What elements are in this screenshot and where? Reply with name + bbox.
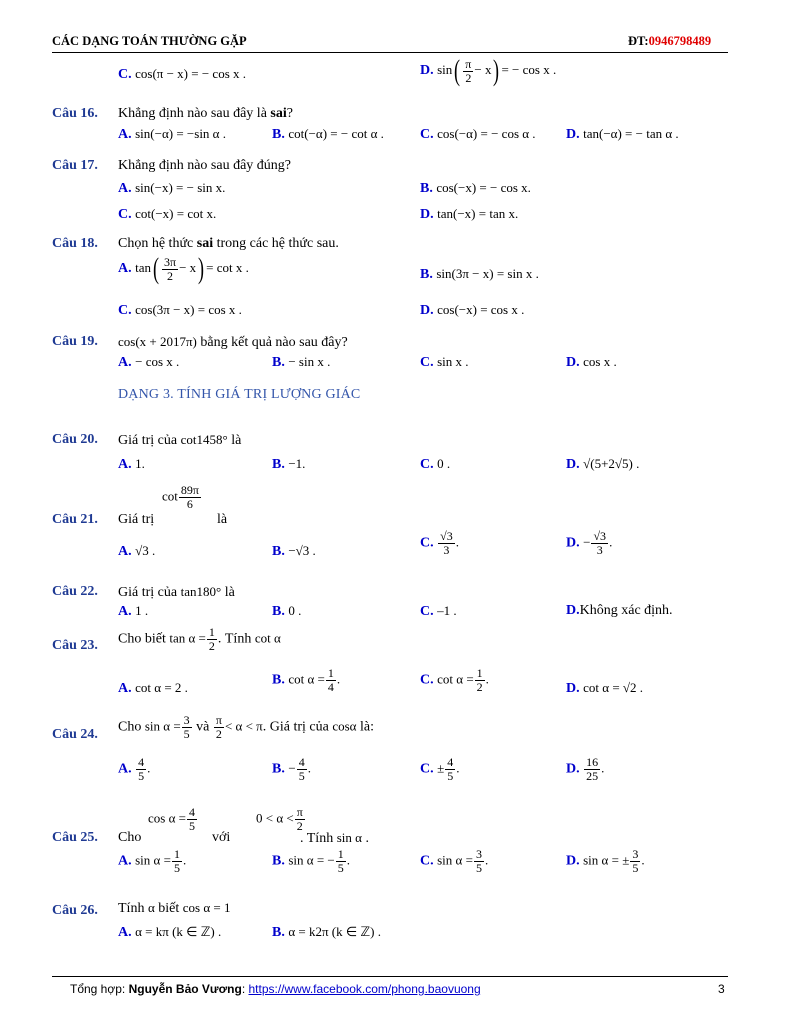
fraction (182, 714, 192, 740)
option-b (272, 667, 340, 693)
fraction-num: 1 (327, 666, 334, 680)
option-sign: ± (437, 760, 445, 776)
fraction (187, 806, 197, 832)
question-text: Cho (118, 830, 142, 845)
option-a (118, 456, 145, 473)
fraction (297, 756, 307, 782)
option-label: B. (420, 267, 433, 282)
option-label: C. (420, 761, 434, 777)
fraction (295, 806, 305, 832)
question-number: Câu 19. (52, 334, 98, 349)
paren-left: ( (454, 54, 461, 87)
option-label: A. (118, 457, 132, 472)
fraction-den: 2 (476, 679, 483, 694)
question-number: Câu 22. (52, 584, 98, 599)
option-text: . (456, 760, 460, 776)
question-text-part: Chọn hệ thức (118, 236, 197, 251)
option-label: B. (272, 925, 285, 940)
question-text-part: bằng kết quả nào sau đây? (196, 335, 348, 350)
question-text (300, 830, 369, 847)
option-text: . (147, 760, 151, 776)
option-b (272, 756, 311, 782)
fraction-den: 4 (327, 679, 334, 694)
option-text: . (307, 760, 311, 776)
question-text-part: Khẳng định nào sau đây là (118, 106, 271, 121)
option-label: D. (566, 127, 580, 142)
option-text: α = k2π (k ∈ ℤ) . (288, 924, 381, 939)
question-number: Câu 17. (52, 158, 98, 173)
question-text-part: là: (356, 719, 374, 735)
option-b (272, 126, 384, 143)
footer-credit (70, 982, 481, 996)
option-a (118, 603, 148, 620)
fraction (475, 667, 485, 693)
fraction-num: 4 (447, 755, 454, 769)
option-text: . (182, 852, 187, 868)
fraction-den: 5 (183, 726, 190, 741)
option-label: C. (118, 303, 132, 318)
option-d (566, 603, 673, 619)
option-text: sin α = (437, 852, 473, 868)
fraction (463, 58, 473, 84)
option-a (118, 680, 188, 697)
option-label: D. (566, 681, 580, 696)
question-expr-part: tan α = (169, 630, 206, 646)
option-label: C. (420, 535, 434, 551)
fraction (172, 848, 182, 874)
option-d (420, 206, 518, 223)
option-text: . (641, 852, 645, 868)
option-text: cot(−x) = cot x. (135, 206, 217, 221)
question-expr-part: cot (162, 488, 178, 504)
fraction-den: 3 (596, 542, 603, 557)
option-c (420, 456, 450, 473)
question-text-part: ? (286, 106, 293, 121)
fraction-num: 89π (180, 483, 199, 497)
question-number: Câu 21. (52, 512, 98, 527)
fraction (474, 848, 484, 874)
option-text: − x (474, 62, 492, 78)
question-text-part: . Tính (300, 831, 337, 846)
question-expr (256, 806, 306, 832)
question-expr: sin α (336, 830, 362, 845)
option-text: √3 . (135, 543, 156, 558)
option-a (118, 848, 186, 874)
question-text-part: . Giá trị của (262, 719, 333, 735)
question-text-part: là (221, 585, 235, 600)
fraction-num: √3 (440, 529, 453, 543)
option-label: B. (272, 672, 285, 688)
option-label: A. (118, 681, 132, 696)
fraction-den: 2 (167, 268, 174, 283)
option-label: A. (118, 544, 132, 559)
question-expr: cos(x + 2017π) (118, 334, 197, 349)
fraction-den: 5 (298, 768, 305, 783)
fraction (207, 626, 217, 652)
option-label: D. (420, 303, 434, 318)
option-label: A. (118, 761, 132, 777)
option-label: C. (420, 853, 434, 869)
footer-sep: : (241, 982, 249, 996)
question-text-part: Giá trị của (118, 585, 181, 600)
option-c (118, 302, 242, 319)
question-number: Câu 16. (52, 106, 98, 121)
header-title: CÁC DẠNG TOÁN THƯỜNG GẶP (52, 34, 247, 48)
question-number: Câu 18. (52, 236, 98, 251)
option-label: A. (118, 181, 132, 196)
question-expr (148, 806, 198, 832)
option-d (566, 756, 604, 782)
option-text: cos(−x) = − cos x. (436, 180, 531, 195)
question-text (118, 432, 241, 449)
fraction-num: 16 (586, 755, 599, 769)
fraction-den: 2 (215, 726, 222, 741)
fraction-num: 1 (476, 666, 483, 680)
question-text-part: Cho (118, 719, 145, 735)
fraction (179, 484, 201, 510)
option-a (118, 756, 150, 782)
option-text: . (455, 534, 459, 550)
option-d (566, 680, 643, 697)
option-text: − sin x . (288, 354, 331, 369)
header-phone (628, 34, 711, 49)
option-b (420, 266, 539, 283)
option-text: sin α = − (288, 852, 335, 868)
header-rule (52, 52, 728, 53)
option-text: cot α = 2 . (135, 680, 188, 695)
option-text: cos(−α) = − cos α . (437, 126, 536, 141)
question-text (118, 236, 339, 252)
fraction-num: π (296, 805, 303, 819)
option-c (420, 848, 488, 874)
option-text: tan (135, 260, 152, 276)
question-text-part: Cho biết (118, 631, 170, 647)
option-label: C. (420, 127, 434, 142)
option-b (272, 848, 350, 874)
option-text: = cot x . (206, 260, 249, 276)
question-text-bold: sai (196, 236, 214, 251)
option-label: D. (566, 761, 580, 777)
option-label: B. (272, 853, 285, 869)
fraction-num: 1 (208, 625, 215, 639)
fraction-num: π (465, 56, 472, 71)
option-a (118, 924, 221, 941)
option-text: cot α = (288, 671, 325, 687)
option-d (566, 126, 679, 143)
option-text: cos(3π − x) = cos x . (135, 302, 242, 317)
option-text: tan(−x) = tan x. (437, 206, 519, 221)
fraction-den: 5 (188, 818, 195, 833)
option-c (420, 354, 469, 371)
option-label: D. (566, 457, 580, 472)
question-number: Câu 24. (52, 727, 98, 742)
fraction (591, 530, 608, 556)
question-expr: cos α = 1 (182, 900, 231, 915)
option-label: D. (420, 63, 434, 79)
option-label: C. (420, 672, 434, 688)
option-label: B. (272, 544, 285, 559)
option-a (118, 354, 179, 371)
fraction (584, 756, 600, 782)
option-label: D. (566, 853, 580, 869)
option-b (272, 603, 301, 620)
option-label: A. (118, 853, 132, 869)
option-text: 1 . (135, 603, 149, 618)
option-text: Không xác định. (579, 603, 673, 618)
fraction (326, 667, 336, 693)
option-d (566, 456, 639, 473)
option-text: . (336, 671, 341, 687)
option-text: cot(−α) = − cot α . (288, 126, 384, 141)
prev-option-c (118, 66, 246, 83)
question-expr: cot1458° (180, 432, 228, 447)
option-text: sin (437, 62, 453, 78)
question-text-part: Giá trị của (118, 433, 181, 448)
option-a (118, 543, 155, 560)
option-b (272, 456, 305, 473)
option-label: C. (118, 207, 132, 222)
question-text: với (212, 830, 231, 845)
option-text: cos x . (583, 354, 617, 369)
fraction (214, 714, 224, 740)
fraction-den: 5 (337, 860, 344, 875)
fraction-den: 25 (586, 768, 599, 783)
option-label: C. (420, 355, 434, 370)
option-label: B. (272, 127, 285, 142)
option-a (118, 254, 249, 284)
question-expr (162, 484, 202, 510)
question-text-part: trong các hệ thức sau. (213, 236, 339, 251)
option-label: D. (566, 603, 580, 618)
option-label: C. (420, 457, 434, 472)
option-text: . (609, 534, 613, 550)
option-c (118, 206, 216, 223)
option-c (420, 756, 460, 782)
question-text-part: Tính (118, 901, 148, 916)
option-text: −√3 . (288, 543, 316, 558)
option-label: A. (118, 261, 132, 277)
option-b (420, 180, 531, 197)
option-label: B. (420, 181, 433, 196)
question-expr-part: 0 < α < (256, 810, 294, 826)
question-expr: tan180° (180, 584, 222, 599)
option-text: . (601, 760, 605, 776)
fraction-num: 4 (298, 755, 305, 769)
question-expr: cosα (332, 718, 357, 734)
option-text: − x (179, 260, 197, 276)
fraction-den: 5 (475, 860, 482, 875)
question-text-part: biết (154, 901, 183, 916)
option-text: cot α = √2 . (583, 680, 644, 695)
fraction-num: √3 (593, 529, 607, 543)
fraction-num: 3 (632, 847, 639, 861)
question-text: Giá trị (118, 512, 155, 527)
option-text: 1. (135, 456, 145, 471)
option-label: D. (566, 535, 580, 551)
footer-prefix: Tổng hợp: (70, 982, 129, 996)
option-sign: − (583, 534, 591, 550)
option-d (420, 302, 524, 319)
footer-author: Nguyễn Bảo Vương (128, 982, 242, 996)
option-label: A. (118, 604, 132, 619)
option-label: A. (118, 127, 132, 142)
question-text-part: là (227, 433, 242, 448)
page-number: 3 (718, 982, 725, 996)
option-a (118, 126, 226, 143)
fraction-den: 5 (447, 768, 454, 783)
header-phone-number: 0946798489 (648, 34, 712, 48)
question-text (118, 900, 231, 917)
footer-rule (52, 976, 728, 977)
question-expr-part: sin α = (144, 718, 181, 734)
option-d (566, 848, 645, 874)
question-text: là (217, 512, 228, 527)
fraction-num: 1 (337, 847, 344, 861)
fraction-num: 1 (173, 847, 180, 861)
fraction (630, 848, 640, 874)
fraction (136, 756, 146, 782)
fraction-num: 3 (183, 713, 190, 727)
option-d (566, 354, 617, 371)
option-c (420, 126, 536, 143)
question-expr-part: cos α = (148, 810, 186, 826)
option-text: 0 . (288, 603, 302, 618)
fraction-num: 3π (164, 254, 177, 269)
option-text: cos(−x) = cos x . (437, 302, 525, 317)
question-text-bold: sai (270, 106, 287, 121)
option-text: cot α = (437, 671, 474, 687)
question-text-part: và (192, 719, 213, 735)
fraction-den: 5 (173, 860, 180, 875)
option-text: sin(3π − x) = sin x . (436, 266, 539, 281)
option-label: B. (272, 457, 285, 472)
fraction-den: 6 (186, 496, 193, 511)
fraction-den: 5 (138, 768, 145, 783)
paren-left: ( (153, 252, 160, 285)
option-text: –1 . (437, 603, 457, 618)
question-text-part: . Tính (217, 631, 255, 647)
option-label: D. (420, 207, 434, 222)
footer-link[interactable]: https://www.facebook.com/phong.baovuong (248, 982, 481, 996)
fraction-num: 3 (475, 847, 482, 861)
fraction-num: 4 (188, 805, 195, 819)
option-text: 0 . (437, 456, 451, 471)
option-text: − cos x . (135, 354, 180, 369)
prev-option-d (420, 56, 556, 86)
option-label: B. (272, 604, 285, 619)
question-text (118, 714, 374, 740)
question-expr: α (147, 900, 155, 915)
option-c (420, 603, 457, 620)
option-text: sin(−x) = − sin x. (135, 180, 226, 195)
option-label: A. (118, 925, 132, 940)
option-text: . (484, 852, 489, 868)
option-label: C. (118, 67, 132, 82)
paren-right: ) (198, 252, 205, 285)
question-expr: cot α (254, 630, 281, 646)
fraction-den: 3 (443, 542, 450, 557)
option-text: sin α = ± (583, 852, 630, 868)
fraction-den: 2 (208, 638, 215, 653)
option-label: D. (566, 355, 580, 370)
option-b (272, 543, 316, 560)
option-label: B. (272, 761, 285, 777)
question-text (118, 626, 281, 652)
option-label: A. (118, 355, 132, 370)
question-number: Câu 26. (52, 903, 98, 918)
fraction-den: 5 (632, 860, 639, 875)
fraction-den: 2 (465, 70, 472, 85)
option-b (272, 924, 381, 941)
option-text: cos(π − x) = − cos x . (135, 66, 246, 81)
fraction-num: π (215, 713, 222, 727)
fraction-num: 4 (138, 755, 145, 769)
header-phone-label: ĐT: (628, 34, 649, 48)
option-text: √(5+2√5) . (583, 456, 640, 471)
fraction (445, 756, 455, 782)
question-number: Câu 25. (52, 830, 98, 845)
fraction (336, 848, 346, 874)
question-text-part: . (361, 831, 369, 846)
paren-right: ) (493, 54, 500, 87)
option-d (566, 530, 612, 556)
option-text: sin α = (135, 852, 171, 868)
question-number: Câu 23. (52, 638, 98, 653)
option-text: sin x . (437, 354, 469, 369)
question-text: Khẳng định nào sau đây đúng? (118, 158, 292, 173)
option-label: C. (420, 604, 434, 619)
option-text: tan(−α) = − tan α . (583, 126, 679, 141)
question-text (118, 106, 293, 122)
option-text: −1. (288, 456, 306, 471)
question-number: Câu 20. (52, 432, 98, 447)
option-c (420, 667, 489, 693)
option-text: . (485, 671, 489, 687)
option-text: sin(−α) = −sin α . (135, 126, 226, 141)
option-b (272, 354, 330, 371)
section-heading: DẠNG 3. TÍNH GIÁ TRỊ LƯỢNG GIÁC (118, 387, 361, 402)
option-text: α = kπ (k ∈ ℤ) . (135, 924, 222, 939)
question-expr-part: < α < π (224, 718, 263, 734)
option-text: = − cos x . (501, 62, 557, 78)
fraction-den: 2 (296, 818, 303, 833)
question-text (118, 334, 348, 351)
option-c (420, 530, 459, 556)
option-sign: − (288, 760, 296, 776)
question-text (118, 584, 235, 601)
option-text: . (346, 852, 350, 868)
option-a (118, 180, 225, 197)
fraction (162, 256, 178, 282)
option-label: B. (272, 355, 285, 370)
fraction (438, 530, 455, 556)
